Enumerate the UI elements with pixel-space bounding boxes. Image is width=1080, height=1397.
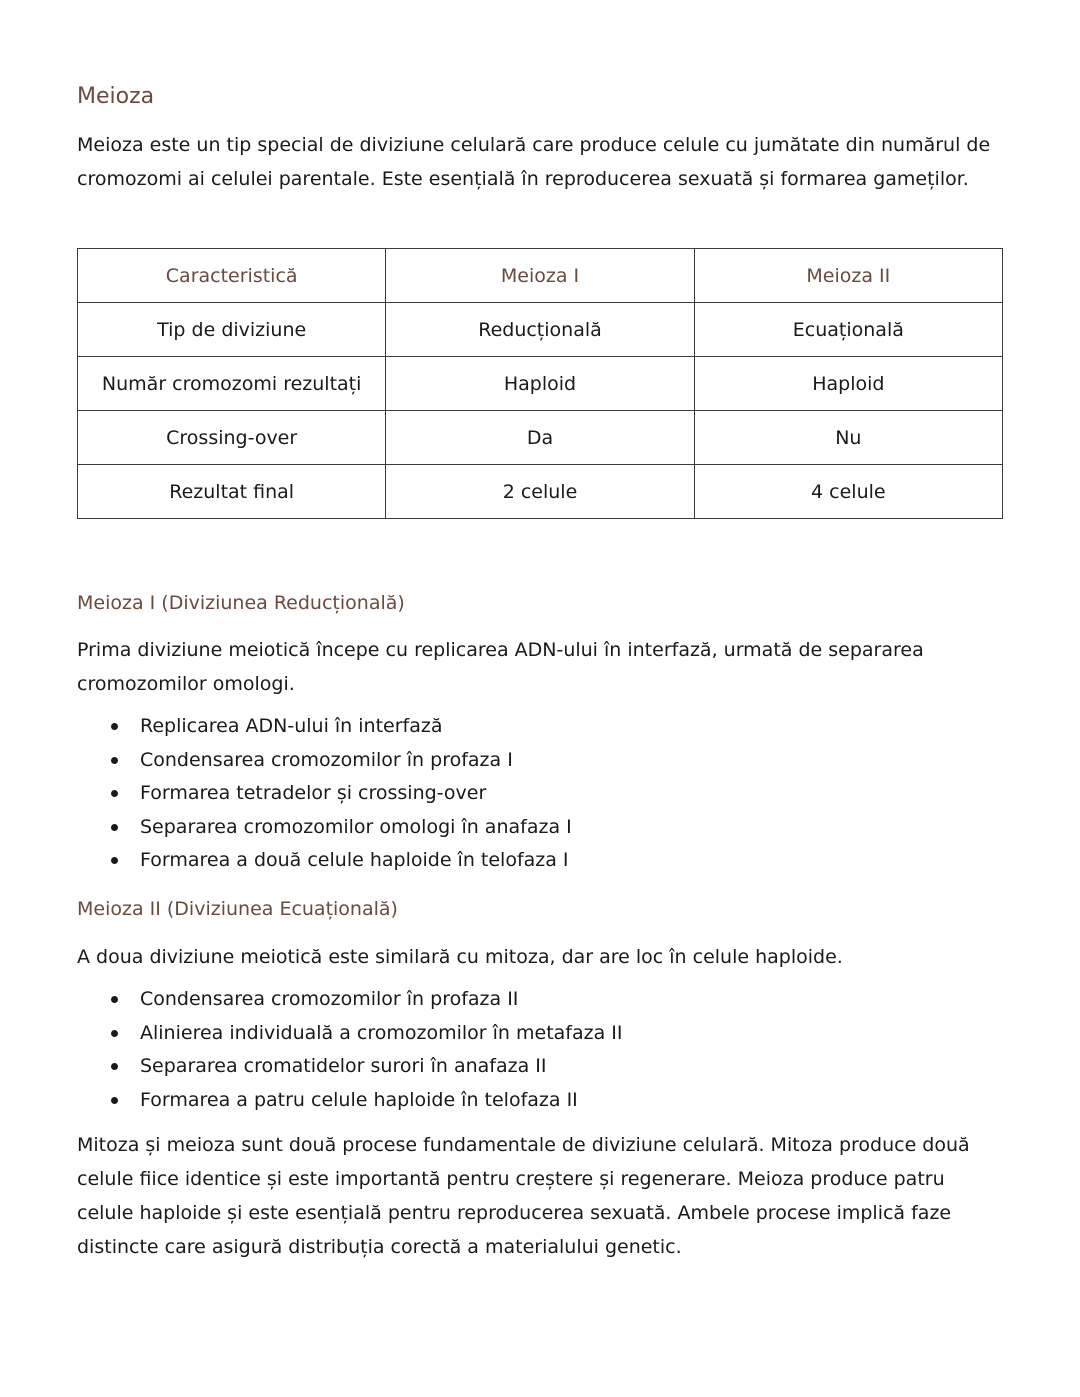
list-item-text: Formarea a două celule haploide în telofaza I xyxy=(140,849,569,872)
list-item-text: Condensarea cromozomilor în profaza II xyxy=(140,988,519,1010)
table-cell: Da xyxy=(386,411,694,465)
list-item xyxy=(105,844,572,878)
list-item-text: Separarea cromatidelor surori în anafaza II xyxy=(140,1055,547,1078)
bullet-icon xyxy=(111,1063,118,1070)
meioza-1-paragraph: Prima diviziune meiotică începe cu replicarea ADN-ului în interfază, urmată de separarea cromozomilor omologi. xyxy=(77,639,924,695)
conclusion-paragraph: Mitoza și meioza sunt două procese fundamentale de diviziune celulară. Mitoza produce două celule fiice identice și este importantă pentru creștere și regenerare. Meioza produce patru celule haploide și este esențială pentru reproducerea sexuată. Ambele procese implică faze distincte care asigură distribuția corectă a materialului genetic. xyxy=(77,1134,970,1258)
table-header-cell: Meioza I xyxy=(386,249,694,303)
bullet-icon xyxy=(111,1030,118,1037)
page-title: Meioza xyxy=(77,84,155,109)
list-item xyxy=(105,1050,623,1084)
bullet-icon xyxy=(111,824,118,831)
meioza-2-list xyxy=(105,983,623,1117)
bullet-icon xyxy=(111,723,118,730)
table-cell: 4 celule xyxy=(694,465,1002,519)
table-row xyxy=(78,357,1003,411)
list-item-text: Formarea tetradelor și crossing-over xyxy=(140,782,487,805)
bullet-icon xyxy=(111,790,118,797)
list-item xyxy=(105,1084,623,1118)
list-item xyxy=(105,744,572,778)
table-cell: Haploid xyxy=(386,357,694,411)
table-header-cell: Caracteristică xyxy=(78,249,386,303)
list-item-text: Alinierea individuală a cromozomilor în metafaza II xyxy=(140,1021,623,1044)
table-cell: Tip de diviziune xyxy=(78,303,386,357)
list-item xyxy=(105,710,572,744)
table-cell: Reducțională xyxy=(386,303,694,357)
list-item xyxy=(105,983,623,1017)
intro-paragraph: Meioza este un tip special de diviziune celulară care produce celule cu jumătate din numărul de cromozomi ai celulei parentale. Este esențială în reproducerea sexuată și formarea gameților. xyxy=(77,134,991,190)
meioza-2-paragraph: A doua diviziune meiotică este similară cu mitoza, dar are loc în celule haploide. xyxy=(77,946,843,968)
table-cell: Rezultat final xyxy=(78,465,386,519)
table-cell: Haploid xyxy=(694,357,1002,411)
table-cell: Ecuațională xyxy=(694,303,1002,357)
section-heading-meioza-1: Meioza I (Diviziunea Reducțională) xyxy=(77,592,405,614)
list-item-text: Replicarea ADN-ului în interfază xyxy=(140,715,443,737)
table-cell: Număr cromozomi rezultați xyxy=(78,357,386,411)
table-row xyxy=(78,411,1003,465)
list-item-text: Condensarea cromozomilor în profaza I xyxy=(140,748,513,771)
table-row xyxy=(78,303,1003,357)
bullet-icon xyxy=(111,996,118,1003)
list-item xyxy=(105,1017,623,1051)
list-item-text: Separarea cromozomilor omologi în anafaza I xyxy=(140,815,572,838)
table-row xyxy=(78,465,1003,519)
table-cell: 2 celule xyxy=(386,465,694,519)
comparison-table xyxy=(77,248,1003,519)
bullet-icon xyxy=(111,757,118,764)
list-item xyxy=(105,777,572,811)
list-item-text: Formarea a patru celule haploide în telofaza II xyxy=(140,1088,578,1111)
bullet-icon xyxy=(111,857,118,864)
bullet-icon xyxy=(111,1097,118,1104)
meioza-1-list xyxy=(105,710,572,878)
list-item xyxy=(105,811,572,845)
table-cell: Nu xyxy=(694,411,1002,465)
table-cell: Crossing-over xyxy=(78,411,386,465)
table-header-row xyxy=(78,249,1003,303)
section-heading-meioza-2: Meioza II (Diviziunea Ecuațională) xyxy=(77,898,398,920)
table-header-cell: Meioza II xyxy=(694,249,1002,303)
